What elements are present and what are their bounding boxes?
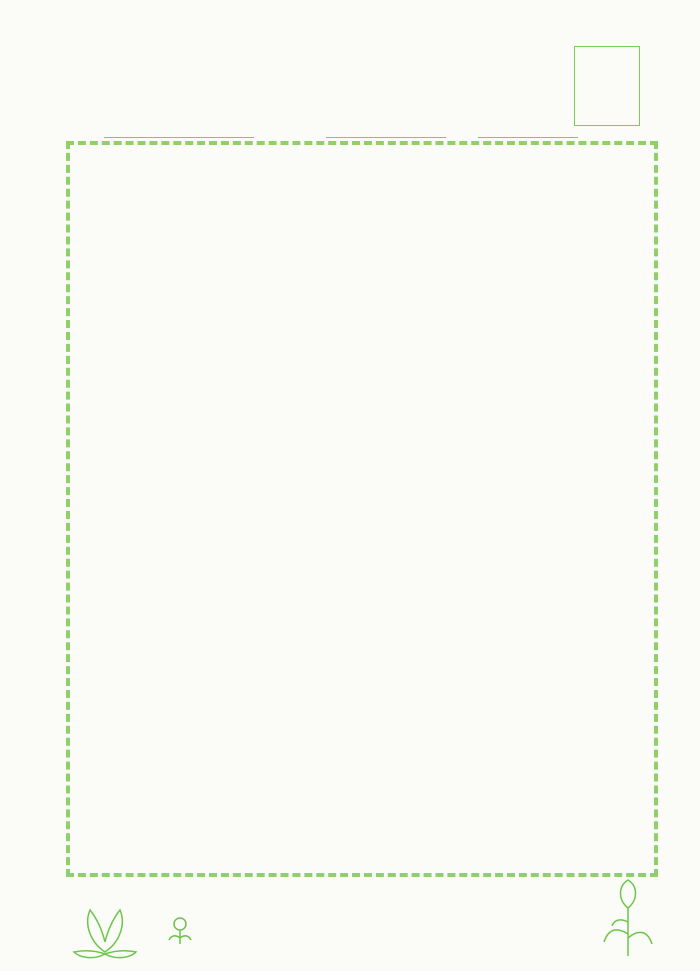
lotus-flower-icon: [70, 902, 140, 964]
small-flower-icon: [165, 912, 195, 946]
tulip-plant-icon: [600, 878, 656, 960]
